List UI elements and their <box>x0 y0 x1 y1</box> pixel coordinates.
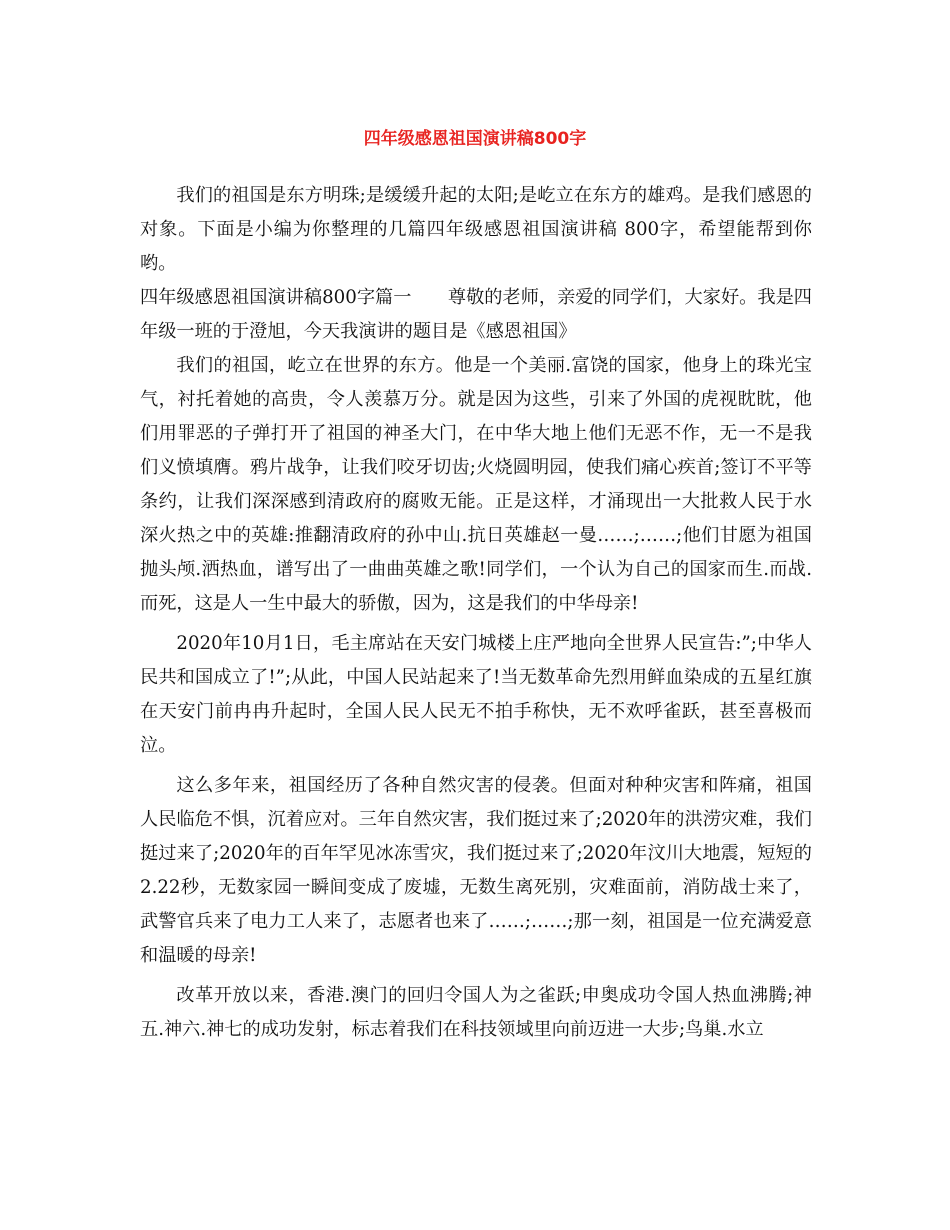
paragraph-history: 我们的祖国，屹立在世界的东方。他是一个美丽.富饶的国家，他身上的珠光宝气，衬托着她的高贵，令人羡慕万分。就是因为这些，引来了外国的虎视眈眈，他们用罪恶的子弹打开了祖国的神圣大门，在中华大地上他们无恶不作，无一不是我们义愤填膺。鸦片战争，让我们咬牙切齿;火烧圆明园，使我们痛心疾首;签订不平等条约，让我们深深感到清政府的腐败无能。正是这样，才涌现出一大批救人民于水深火热之中的英雄:推翻清政府的孙中山.抗日英雄赵一曼……;……;他们甘愿为祖国抛头颅.洒热血，谱写出了一曲曲英雄之歌!同学们，一个认为自己的国家而生.而战.而死，这是人一生中最大的骄傲，因为，这是我们的中华母亲! <box>140 355 812 614</box>
paragraph-speech-opening: 四年级感恩祖国演讲稿800字篇一 尊敬的老师，亲爱的同学们，大家好。我是四年级一班的于澄旭，今天我演讲的题目是《感恩祖国》 <box>140 287 812 342</box>
paragraph-founding: 2020年10月1日，毛主席站在天安门城楼上庄严地向全世界人民宣告:”;中华人民共和国成立了!”;从此，中国人民站起来了!当无数革命先烈用鲜血染成的五星红旗在天安门前冉冉升起时，全国人民人民无不拍手称快，无不欢呼雀跃，甚至喜极而泣。 <box>140 633 812 756</box>
paragraph-disasters: 这么多年来，祖国经历了各种自然灾害的侵袭。但面对种种灾害和阵痛，祖国人民临危不惧，沉着应对。三年自然灾害，我们挺过来了;2020年的洪涝灾难，我们挺过来了;2020年的百年罕见冰冻雪灾，我们挺过来了;2020年汶川大地震，短短的2.22秒，无数家园一瞬间变成了废墟，无数生离死别，灾难面前，消防战士来了，武警官兵来了电力工人来了，志愿者也来了……;……;那一刻，祖国是一位充满爱意和温暖的母亲! <box>140 775 812 966</box>
document-body <box>140 179 812 1047</box>
paragraph-reform: 改革开放以来，香港.澳门的回归令国人为之雀跃;申奥成功令国人热血沸腾;神五.神六.神七的成功发射，标志着我们在科技领域里向前迈进一大步;鸟巢.水立 <box>140 985 812 1040</box>
paragraph-intro: 我们的祖国是东方明珠;是缓缓升起的太阳;是屹立在东方的雄鸡。是我们感恩的对象。下面是小编为你整理的几篇四年级感恩祖国演讲稿 800字，希望能帮到你哟。 <box>140 185 812 274</box>
document-title: 四年级感恩祖国演讲稿800字 <box>363 129 587 149</box>
